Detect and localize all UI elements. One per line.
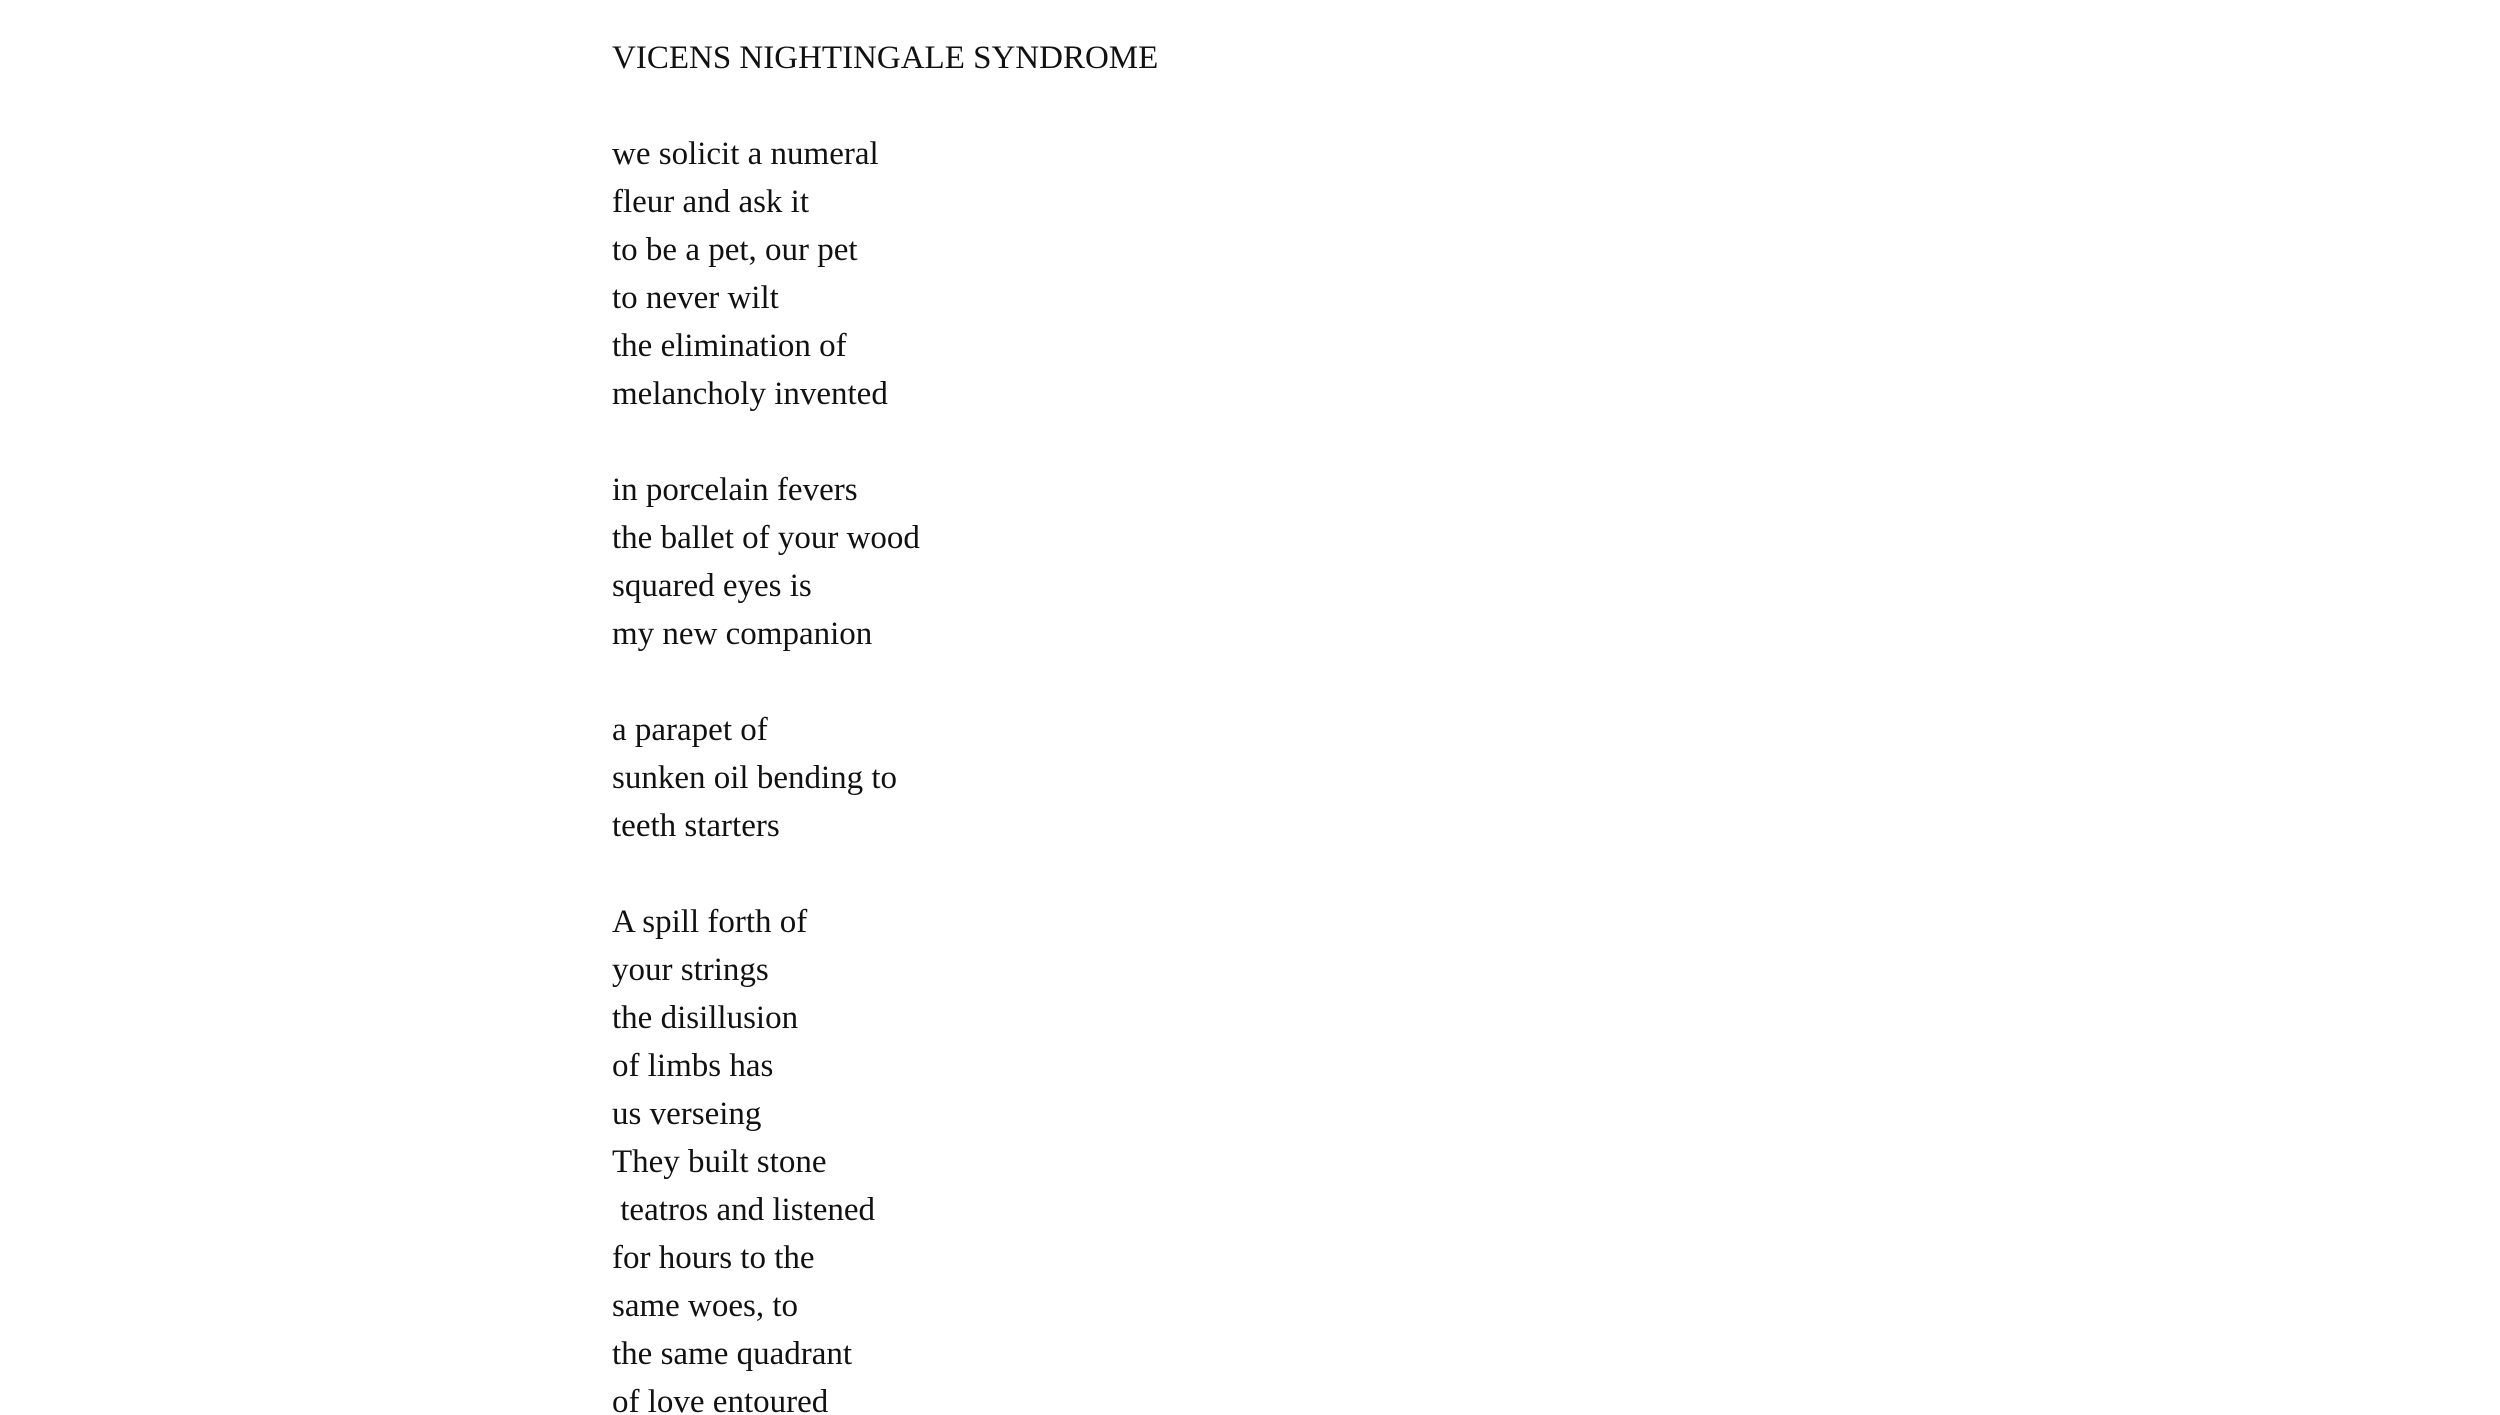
poem-line: A spill forth of: [612, 904, 808, 940]
poem-line: teatros and listened: [612, 1192, 876, 1228]
poem-line: squared eyes is: [612, 568, 812, 604]
poem-line: for hours to the: [612, 1240, 815, 1276]
poem-title: VICENS NIGHTINGALE SYNDROME: [612, 40, 1159, 76]
poem-line: the same quadrant: [612, 1336, 853, 1372]
poem-line: of love entoured: [612, 1384, 829, 1415]
poem-line: melancholy invented: [612, 376, 888, 412]
poem-line: to be a pet, our pet: [612, 232, 858, 268]
poem-line: a parapet of: [612, 712, 768, 748]
poem-line: we solicit a numeral: [612, 136, 879, 172]
stanza-3: [612, 706, 1812, 850]
poem-line: the ballet of your wood: [612, 520, 920, 556]
stanza-4: [612, 898, 1812, 1415]
poem-line: of limbs has: [612, 1048, 774, 1084]
poem: [612, 34, 1812, 1415]
poem-line: my new companion: [612, 616, 873, 652]
poem-line: in porcelain fevers: [612, 472, 858, 508]
poem-line: same woes, to: [612, 1288, 799, 1324]
stanza-2: [612, 466, 1812, 658]
poem-line: They built stone: [612, 1144, 827, 1180]
poem-line: teeth starters: [612, 808, 780, 844]
stanza-1: [612, 130, 1812, 418]
poem-line: us verseing: [612, 1096, 762, 1132]
poem-line: the elimination of: [612, 328, 847, 364]
poem-line: fleur and ask it: [612, 184, 810, 220]
poem-line: the disillusion: [612, 1000, 799, 1036]
poem-line: your strings: [612, 952, 769, 988]
poem-line: to never wilt: [612, 280, 779, 316]
poem-line: sunken oil bending to: [612, 760, 898, 796]
